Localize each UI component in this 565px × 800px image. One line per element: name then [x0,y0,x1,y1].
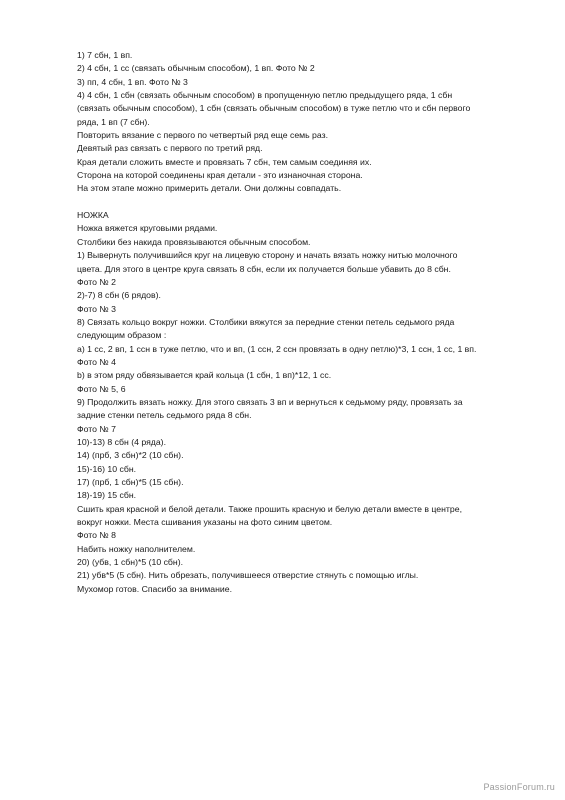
text-line: задние стенки петель седьмого ряда 8 сбн. [77,410,252,421]
text-line: Набить ножку наполнителем. [77,543,196,554]
text-line: цвета. Для этого в центре круга связать 8 сбн, если их получается больше убавить до 8 сбн. [77,263,451,274]
site-watermark: PassionForum.ru [483,782,555,792]
text-line: a) 1 сс, 2 вп, 1 ссн в туже петлю, что и вп, (1 ссн, 2 ссн провязать в одну петлю)*3, 1 ссн, 1 сс, 1 вп. [77,343,477,354]
text-line: Сторона на которой соединены края детали - это изнаночная сторона. [77,170,363,181]
text-line: Столбики без накида провязываются обычным способом. [77,236,311,247]
text-line: следующим образом : [77,330,167,341]
text-line: Фото № 8 [77,530,116,541]
text-line: вокруг ножки. Места сшивания указаны на фото синим цветом. [77,517,333,528]
text-line: 18)-19) 15 сбн. [77,490,137,501]
section-leg [77,209,547,596]
text-line: 2)-7) 8 сбн (6 рядов). [77,290,161,301]
text-line: 15)-16) 10 сбн. [77,463,137,474]
text-line: Фото № 2 [77,276,116,287]
text-line: Сшить края красной и белой детали. Также прошить красную и белую детали вместе в центре, [77,503,462,514]
text-line: (связать обычным способом), 1 сбн (связать обычным способом) в туже петлю что и сбн первого [77,103,471,114]
text-line: Фото № 7 [77,423,116,434]
text-line: 17) (прб, 1 сбн)*5 (15 сбн). [77,477,184,487]
text-line: 1) 7 сбн, 1 вп. [77,50,133,60]
text-line: 1) Вывернуть получившийся круг на лицевую сторону и начать вязать ножку нитью молочного [77,250,458,261]
text-line: 21) убв*5 (5 сбн). Нить обрезать, получившееся отверстие стянуть с помощью иглы. [77,570,419,581]
section-heading: НОЖКА [77,210,109,221]
text-line: Края детали сложить вместе и провязать 7 сбн, тем самым соединяя их. [77,156,372,167]
text-line: 10)-13) 8 сбн (4 ряда). [77,436,166,447]
text-line: Фото № 4 [77,356,116,367]
text-line: 3) пп, 4 сбн, 1 вп. Фото № 3 [77,76,188,87]
text-line: На этом этапе можно примерить детали. Они должны совпадать. [77,183,342,194]
text-line: 4) 4 сбн, 1 сбн (связать обычным способом) в пропущенную петлю предыдущего ряда, 1 сбн [77,90,453,101]
text-line: Фото № 5, 6 [77,383,126,394]
text-line: ряда, 1 вп (7 сбн). [77,116,150,127]
text-line: Фото № 3 [77,303,116,314]
paragraph-gap [77,196,547,209]
text-line: Девятый раз связать с первого по третий ряд. [77,143,263,154]
section-body-pattern [77,49,547,196]
text-line: 20) (убв, 1 сбн)*5 (10 сбн). [77,557,183,568]
text-line: Повторить вязание с первого по четвертый ряд еще семь раз. [77,130,329,141]
text-line: b) в этом ряду обвязывается край кольца (1 сбн, 1 вп)*12, 1 сс. [77,370,332,381]
text-line: Мухомор готов. Спасибо за внимание. [77,583,232,594]
text-line: 9) Продолжить вязать ножку. Для этого связать 3 вп и вернуться к седьмому ряду, провязать за [77,396,463,407]
instruction-text [77,49,547,596]
text-line: Ножка вяжется круговыми рядами. [77,223,218,234]
text-line: 2) 4 сбн, 1 сс (связать обычным способом), 1 вп. Фото № 2 [77,63,315,74]
text-line: 8) Связать кольцо вокруг ножки. Столбики вяжутся за передние стенки петель седьмого ряда [77,316,455,327]
text-line: 14) (прб, 3 сбн)*2 (10 сбн). [77,450,184,461]
